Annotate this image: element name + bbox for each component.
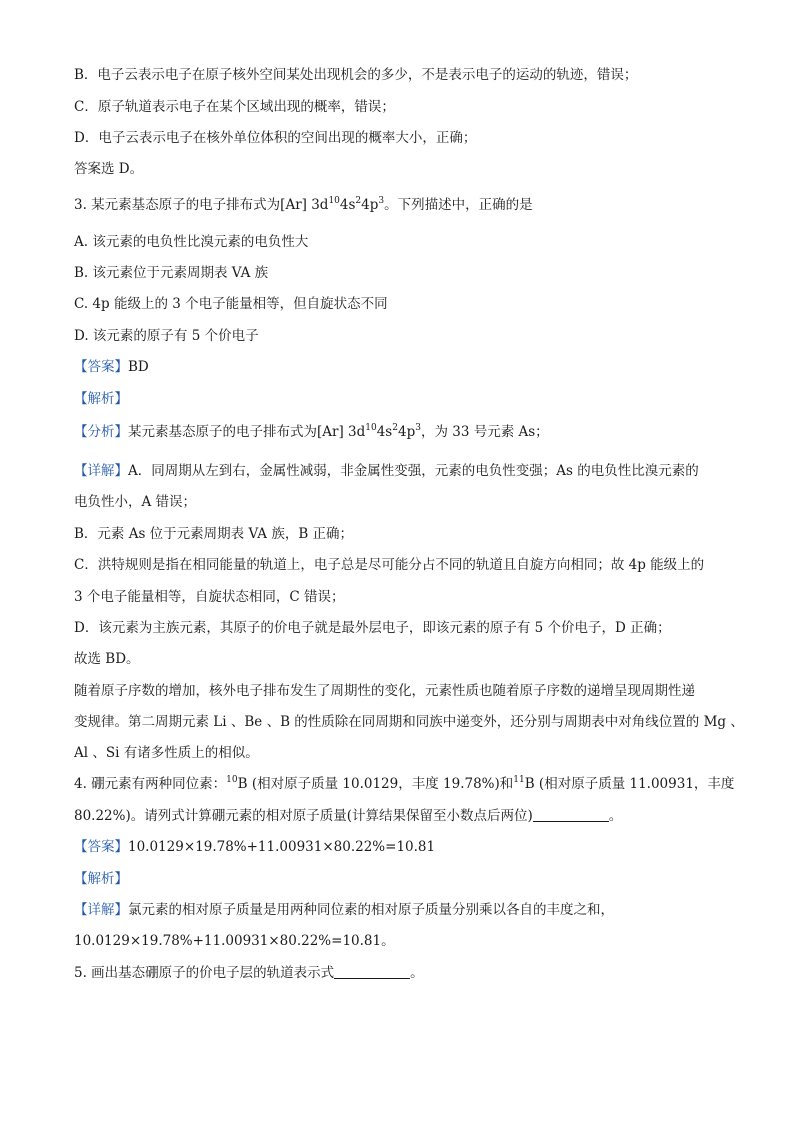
q4-analysis-heading bbox=[74, 869, 128, 889]
q2-option-b-explanation: B．电子云表示电子在原子核外空间某处出现机会的多少，不是表示电子的运动的轨迹，错误； bbox=[74, 67, 638, 83]
q3-detail-a-line2: 电负性小，A 错误； bbox=[74, 494, 197, 510]
answer-blank bbox=[533, 807, 609, 822]
detail-tag: 【详解】 bbox=[74, 463, 128, 479]
detail-tag: 【详解】 bbox=[74, 902, 128, 918]
q3-detail-b: B．元素 As 位于元素周期表 VA 族，B 正确； bbox=[74, 526, 354, 542]
answer-tag: 【答案】 bbox=[74, 359, 128, 375]
intro-line-1: 随着原子序数的增加，核外电子排布发生了周期性的变化，元素性质也随着原子序数的递增呈现周期性递 bbox=[74, 683, 695, 699]
q3-option-c: C. 4p 能级上的 3 个电子能量相等，但自旋状态不同 bbox=[74, 296, 388, 312]
electron-configuration: [Ar] $3d^{10}4s^24p^3$ bbox=[280, 196, 385, 213]
q3-detail-d: D．该元素为主族元素，其原子的价电子就是最外层电子，即该元素的原子有 5 个价电子，D 正确； bbox=[74, 620, 671, 636]
q3-detail-a-line1: 【详解】A．同周期从左到右，金属性减弱，非金属性变强，元素的电负性变强；As 的电负性比溴元素的 bbox=[74, 463, 699, 479]
q3-stem: 3. 某元素基态原子的电子排布式为[Ar] $3d^{10}4s^24p^3$。下列描述中，正确的是 bbox=[74, 196, 533, 213]
q3-option-a: A. 该元素的电负性比溴元素的电负性大 bbox=[74, 234, 309, 250]
q4-stem-line2: 80.22%)。请列式计算硼元素的相对原子质量(计算结果保留至小数点后两位) 。 bbox=[74, 808, 623, 824]
fenxi-tag: 【分析】 bbox=[74, 424, 128, 440]
q3-analysis-heading bbox=[74, 389, 128, 409]
q3-conclusion: 故选 BD。 bbox=[74, 651, 140, 667]
q3-option-d: D. 该元素的原子有 5 个价电子 bbox=[74, 328, 259, 344]
q3-fenxi: 【分析】某元素基态原子的电子排布式为[Ar] $3d^{10}4s^24p^3$，为 33 号元素 As； bbox=[74, 423, 549, 440]
q3-detail-c-line2: 3 个电子能量相等，自旋状态相同，C 错误； bbox=[74, 589, 345, 605]
q4-detail: 【详解】氯元素的相对原子质量是用两种同位素的相对原子质量分别乘以各自的丰度之和， bbox=[74, 902, 614, 918]
q4-stem-line1: 4. 硼元素有两种同位素：$^{10}$B (相对原子质量 10.0129，丰度 19.78%)和$^{11}$B (相对原子质量 11.00931，丰度 bbox=[74, 775, 735, 792]
answer-tag: 【答案】 bbox=[74, 839, 128, 855]
analysis-tag: 【解析】 bbox=[74, 871, 128, 887]
intro-line-2: 变规律。第二周期元素 Li 、Be 、B 的性质除在同周期和同族中递变外，还分别与周期表中对角线位置的 Mg 、 bbox=[74, 714, 744, 730]
analysis-tag: 【解析】 bbox=[74, 391, 128, 407]
answer-blank bbox=[334, 964, 410, 979]
q2-option-c-explanation: C．原子轨道表示电子在某个区域出现的概率，错误； bbox=[74, 99, 395, 115]
q3-detail-c-line1: C．洪特规则是指在相同能量的轨道上，电子总是尽可能分占不同的轨道且自旋方向相同；故 4p 能级上的 bbox=[74, 557, 705, 573]
q4-detail-calc: 10.0129×19.78%+11.00931×80.22%=10.81。 bbox=[74, 933, 395, 949]
q3-option-b: B. 该元素位于元素周期表 VA 族 bbox=[74, 265, 269, 281]
intro-line-3: Al 、Si 有诸多性质上的相似。 bbox=[74, 745, 259, 761]
q4-answer: 【答案】10.0129×19.78%+11.00931×80.22%=10.81 bbox=[74, 839, 436, 855]
q2-option-d-explanation: D．电子云表示电子在核外单位体积的空间出现的概率大小，正确； bbox=[74, 130, 477, 146]
electron-configuration-repeat: [Ar] $3d^{10}4s^24p^3$ bbox=[317, 423, 421, 440]
q2-conclusion: 答案选 D。 bbox=[74, 161, 144, 177]
q3-answer: 【答案】BD bbox=[74, 359, 149, 375]
q5-stem: 5. 画出基态硼原子的价电子层的轨道表示式 。 bbox=[74, 965, 424, 981]
